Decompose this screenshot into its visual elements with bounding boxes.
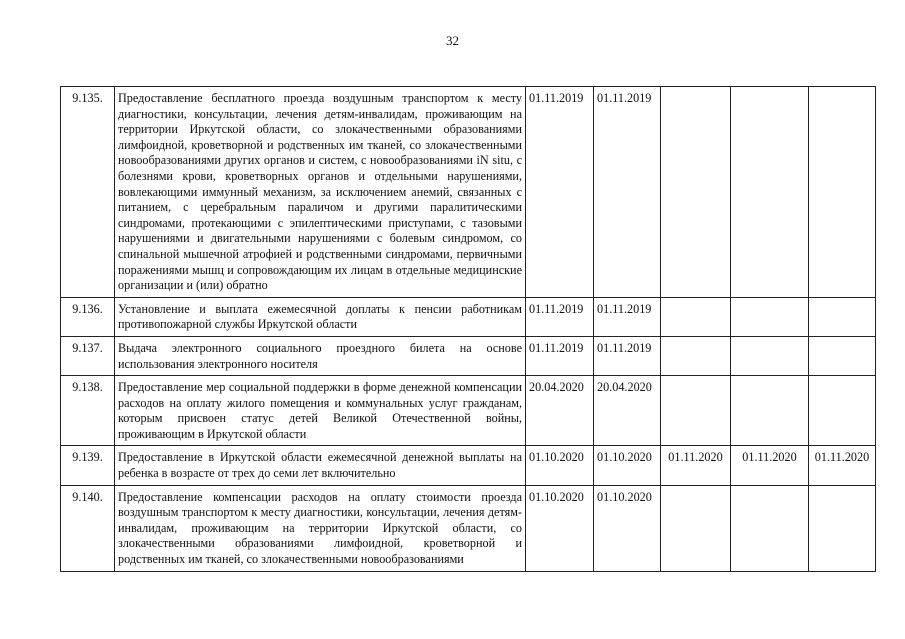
row-number: 9.137. — [61, 336, 115, 375]
table-row — [61, 297, 876, 336]
table-row — [61, 336, 876, 375]
service-description: Предоставление в Иркутской области ежемесячной денежной выплаты на ребенка в возрасте от трех до семи лет включительно — [115, 446, 526, 485]
row-number: 9.140. — [61, 485, 115, 571]
date-cell: 20.04.2020 — [526, 376, 594, 446]
table-row — [61, 87, 876, 298]
date-cell: 01.11.2020 — [661, 446, 731, 485]
date-cell: 01.11.2020 — [809, 446, 876, 485]
service-description: Предоставление бесплатного проезда воздушным транспортом к месту диагностики, консультации, лечения детям-инвалидам, проживающим на территории Иркутской области, со злокачественными образованиями лимфоидной, кроветворной и родственных им тканей, со злокачественными новообразованиями других органов и систем, с новообразованиями iN situ, с болезнями крови, кроветворных органов и отдельными нарушениями, вовлекающими иммунный механизм, за исключением анемий, связанных с питанием, с церебральным параличом и другими паралитическими синдромами, протекающими с эпилептическими приступами, с тазовыми нарушениями и двигательными нарушениями с болевым синдромом, со спинальной мышечной атрофией и родственными синдромами, первичными поражениями мышц и сопровождающим их лицам в отдельные медицинские организации и (или) обратно — [115, 87, 526, 298]
row-number: 9.139. — [61, 446, 115, 485]
date-cell: 01.11.2019 — [526, 336, 594, 375]
date-cell — [731, 297, 809, 336]
date-cell — [731, 336, 809, 375]
date-cell — [661, 485, 731, 571]
date-cell: 01.10.2020 — [526, 485, 594, 571]
service-description: Выдача электронного социального проездного билета на основе использования электронного носителя — [115, 336, 526, 375]
service-description: Установление и выплата ежемесячной доплаты к пенсии работникам противопожарной службы Иркутской области — [115, 297, 526, 336]
date-cell — [809, 87, 876, 298]
date-cell — [731, 376, 809, 446]
table-row — [61, 446, 876, 485]
service-description: Предоставление мер социальной поддержки в форме денежной компенсации расходов на оплату жилого помещения и коммунальных услуг гражданам, которым присвоен статус детей Великой Отечественной войны, проживающим в Иркутской области — [115, 376, 526, 446]
date-cell — [809, 376, 876, 446]
date-cell: 20.04.2020 — [594, 376, 661, 446]
table-row — [61, 485, 876, 571]
date-cell — [731, 485, 809, 571]
date-cell: 01.11.2019 — [526, 87, 594, 298]
date-cell — [809, 297, 876, 336]
row-number: 9.138. — [61, 376, 115, 446]
date-cell — [809, 485, 876, 571]
date-cell — [661, 376, 731, 446]
row-number: 9.136. — [61, 297, 115, 336]
date-cell: 01.11.2019 — [594, 336, 661, 375]
date-cell: 01.11.2019 — [594, 87, 661, 298]
date-cell — [661, 336, 731, 375]
date-cell: 01.10.2020 — [526, 446, 594, 485]
row-number: 9.135. — [61, 87, 115, 298]
date-cell — [661, 87, 731, 298]
date-cell: 01.11.2019 — [594, 297, 661, 336]
page-number: 32 — [446, 33, 459, 48]
date-cell: 01.10.2020 — [594, 485, 661, 571]
date-cell: 01.11.2019 — [526, 297, 594, 336]
services-table — [60, 86, 876, 572]
date-cell: 01.10.2020 — [594, 446, 661, 485]
date-cell — [731, 87, 809, 298]
date-cell — [809, 336, 876, 375]
date-cell: 01.11.2020 — [731, 446, 809, 485]
service-description: Предоставление компенсации расходов на оплату стоимости проезда воздушным транспортом к месту диагностики, консультации, лечения детям-инвалидам, проживающим на территории Иркутской области, со злокачественными образованиями лимфоидной, кроветворной и родственных им тканей, со злокачественными новообразованиями — [115, 485, 526, 571]
date-cell — [661, 297, 731, 336]
table-row — [61, 376, 876, 446]
